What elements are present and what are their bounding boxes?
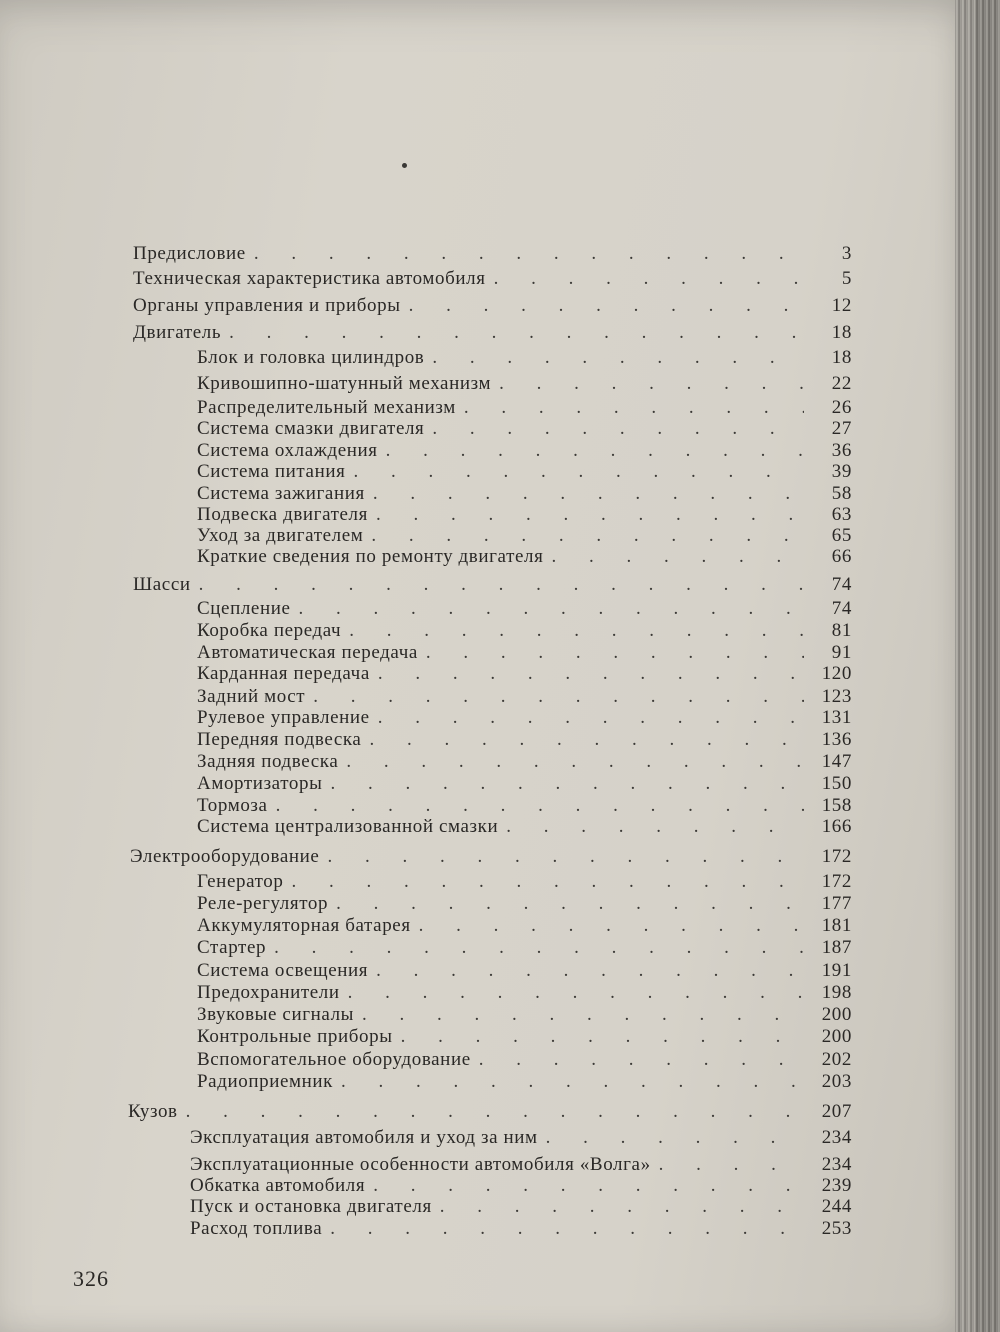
toc-entry-page: 3 — [841, 243, 852, 264]
toc-entry-title: Стартер — [197, 937, 267, 958]
dot-leader — [341, 1071, 804, 1093]
dot-leader — [369, 729, 804, 751]
toc-row — [197, 1026, 852, 1048]
toc-row — [197, 525, 852, 547]
dot-leader — [373, 483, 804, 505]
toc-entry-page: 234 — [821, 1154, 852, 1175]
toc-entry-title: Эксплуатационные особенности автомобиля «Волга» — [190, 1154, 651, 1175]
toc-entry-page: 27 — [831, 418, 852, 439]
toc-row — [197, 642, 852, 664]
toc-entry-title: Эксплуатация автомобиля и уход за ним — [190, 1127, 538, 1148]
toc-entry-page: 202 — [821, 1049, 852, 1070]
toc-row — [190, 1175, 852, 1197]
toc-entry-page: 198 — [821, 982, 852, 1003]
toc-entry-title: Вспомогательное оборудование — [197, 1049, 471, 1070]
toc-entry-title: Карданная передача — [197, 663, 370, 684]
toc-row — [128, 1101, 852, 1123]
toc-entry-title: Расход топлива — [190, 1218, 323, 1239]
toc-row — [197, 440, 852, 462]
toc-row — [197, 915, 852, 937]
toc-entry-page: 91 — [831, 642, 852, 663]
dot-leader — [419, 915, 804, 937]
dot-leader — [432, 347, 804, 369]
toc-entry-page: 177 — [821, 893, 852, 914]
dot-leader — [546, 1127, 804, 1149]
dot-leader — [479, 1049, 804, 1071]
dot-leader — [499, 373, 804, 395]
toc-row — [197, 937, 852, 959]
toc-row — [197, 707, 852, 729]
toc-row — [197, 751, 852, 773]
toc-row — [197, 546, 852, 568]
toc-entry-page: 74 — [831, 574, 852, 595]
toc-entry-page: 158 — [821, 795, 852, 816]
toc-entry-page: 81 — [831, 620, 852, 641]
dot-leader — [327, 846, 804, 868]
toc-entry-title: Система смазки двигателя — [197, 418, 425, 439]
toc-entry-page: 58 — [831, 483, 852, 504]
toc-entry-title: Распределительный механизм — [197, 397, 456, 418]
toc-entry-page: 150 — [821, 773, 852, 794]
toc-entry-title: Передняя подвеска — [197, 729, 362, 750]
toc-entry-title: Кузов — [128, 1101, 178, 1122]
toc-entry-title: Предисловие — [133, 243, 246, 264]
dot-leader — [330, 773, 804, 795]
dot-leader — [362, 1004, 804, 1026]
dot-leader — [386, 440, 804, 462]
toc-entry-title: Система освещения — [197, 960, 369, 981]
toc-row — [197, 504, 852, 526]
toc-entry-title: Система питания — [197, 461, 346, 482]
toc-entry-page: 63 — [831, 504, 852, 525]
dot-leader — [276, 795, 804, 817]
toc-row — [197, 686, 852, 708]
toc-row — [133, 243, 852, 265]
toc-row — [197, 816, 852, 838]
dot-leader — [440, 1196, 804, 1218]
toc-entry-page: 147 — [821, 751, 852, 772]
toc-entry-title: Коробка передач — [197, 620, 342, 641]
toc-entry-page: 234 — [821, 1127, 852, 1148]
toc-row — [133, 295, 852, 317]
toc-row — [133, 268, 852, 290]
toc-entry-title: Звуковые сигналы — [197, 1004, 355, 1025]
toc-entry-page: 172 — [821, 871, 852, 892]
toc-entry-title: Контрольные приборы — [197, 1026, 393, 1047]
toc-entry-title: Система централизованной смазки — [197, 816, 499, 837]
dot-leader — [376, 960, 804, 982]
dot-leader — [274, 937, 804, 959]
toc-entry-title: Пуск и остановка двигателя — [190, 1196, 432, 1217]
toc-row — [190, 1154, 852, 1176]
toc-entry-title: Предохранители — [197, 982, 340, 1003]
toc-entry-title: Краткие сведения по ремонту двигателя — [197, 546, 544, 567]
dot-leader — [229, 322, 804, 344]
dot-leader — [551, 546, 804, 568]
toc-row — [197, 598, 852, 620]
toc-row — [190, 1127, 852, 1149]
toc-entry-page: 253 — [821, 1218, 852, 1239]
dot-leader — [378, 663, 804, 685]
dot-leader — [199, 574, 804, 596]
toc-row — [197, 373, 852, 395]
toc-entry-page: 66 — [831, 546, 852, 567]
toc-entry-page: 39 — [831, 461, 852, 482]
toc-row — [197, 663, 852, 685]
toc-entry-title: Шасси — [133, 574, 191, 595]
toc-row — [197, 347, 852, 369]
toc-row — [197, 982, 852, 1004]
dot-leader — [330, 1218, 804, 1240]
toc-entry-title: Кривошипно-шатунный механизм — [197, 373, 492, 394]
dot-leader — [426, 642, 804, 664]
toc-row — [197, 893, 852, 915]
dot-leader — [313, 686, 804, 708]
toc-entry-title: Реле-регулятор — [197, 893, 329, 914]
dot-leader — [494, 268, 804, 290]
toc-entry-page: 18 — [831, 347, 852, 368]
toc-entry-title: Система охлаждения — [197, 440, 378, 461]
toc-entry-title: Органы управления и приборы — [133, 295, 401, 316]
toc-row — [133, 574, 852, 596]
dot-leader — [353, 461, 804, 483]
toc-entry-page: 181 — [821, 915, 852, 936]
toc-entry-page: 120 — [821, 663, 852, 684]
toc-entry-page: 200 — [821, 1026, 852, 1047]
toc-row — [197, 1071, 852, 1093]
toc-row — [197, 871, 852, 893]
toc-entry-title: Сцепление — [197, 598, 291, 619]
dot-leader — [659, 1154, 804, 1176]
toc-entry-page: 26 — [831, 397, 852, 418]
dot-leader — [349, 620, 804, 642]
toc-row — [197, 397, 852, 419]
page-number: 326 — [73, 1266, 109, 1291]
dot-leader — [299, 598, 804, 620]
toc-entry-title: Генератор — [197, 871, 284, 892]
toc-entry-page: 244 — [821, 1196, 852, 1217]
dot-leader — [376, 504, 804, 526]
dot-leader — [336, 893, 804, 915]
toc-entry-title: Радиоприемник — [197, 1071, 333, 1092]
dot-leader — [346, 751, 804, 773]
toc-entry-title: Система зажигания — [197, 483, 365, 504]
toc-row — [197, 418, 852, 440]
toc-entry-title: Рулевое управление — [197, 707, 370, 728]
toc-entry-page: 74 — [831, 598, 852, 619]
toc-entry-page: 65 — [831, 525, 852, 546]
toc-entry-title: Аккумуляторная батарея — [197, 915, 411, 936]
toc-entry-title: Амортизаторы — [197, 773, 323, 794]
toc-row — [197, 773, 852, 795]
toc-entry-title: Техническая характеристика автомобиля — [133, 268, 486, 289]
toc-entry-page: 239 — [821, 1175, 852, 1196]
toc-row — [197, 1049, 852, 1071]
toc-entry-title: Уход за двигателем — [197, 525, 364, 546]
toc-entry-page: 166 — [821, 816, 852, 837]
toc-entry-page: 18 — [831, 322, 852, 343]
toc-row — [197, 729, 852, 751]
toc-entry-page: 207 — [821, 1101, 852, 1122]
toc-row — [197, 1004, 852, 1026]
toc-row — [190, 1218, 852, 1240]
dot-leader — [186, 1101, 804, 1123]
dot-leader — [291, 871, 804, 893]
toc-entry-title: Электрооборудование — [130, 846, 320, 867]
toc-entry-page: 131 — [821, 707, 852, 728]
book-page-edges — [955, 0, 1000, 1332]
toc-entry-title: Задняя подвеска — [197, 751, 339, 772]
toc-row — [190, 1196, 852, 1218]
toc-row — [197, 795, 852, 817]
toc-entry-page: 200 — [821, 1004, 852, 1025]
dot-leader — [401, 1026, 804, 1048]
dot-leader — [373, 1175, 804, 1197]
dot-leader — [254, 243, 804, 265]
toc-entry-title: Подвеска двигателя — [197, 504, 368, 525]
dot-leader — [371, 525, 804, 547]
toc-entry-title: Блок и головка цилиндров — [197, 347, 425, 368]
toc-entry-page: 191 — [821, 960, 852, 981]
dot-leader — [378, 707, 804, 729]
toc-row — [197, 620, 852, 642]
toc-entry-page: 5 — [841, 268, 852, 289]
toc-entry-title: Двигатель — [133, 322, 222, 343]
dot-leader — [506, 816, 804, 838]
toc-entry-page: 12 — [831, 295, 852, 316]
toc-entry-page: 36 — [831, 440, 852, 461]
dot-leader — [348, 982, 804, 1004]
toc-entry-page: 187 — [821, 937, 852, 958]
toc-entry-title: Тормоза — [197, 795, 268, 816]
toc-row — [130, 846, 852, 868]
toc-entry-page: 172 — [821, 846, 852, 867]
dot-leader — [409, 295, 804, 317]
toc-row — [197, 461, 852, 483]
dot-leader — [464, 397, 804, 419]
toc-row — [197, 483, 852, 505]
toc-entry-page: 203 — [821, 1071, 852, 1092]
toc-row — [197, 960, 852, 982]
toc-entry-page: 123 — [821, 686, 852, 707]
dot-leader — [432, 418, 804, 440]
toc-entry-page: 136 — [821, 729, 852, 750]
toc-entry-title: Задний мост — [197, 686, 306, 707]
toc-row — [133, 322, 852, 344]
toc-entry-page: 22 — [831, 373, 852, 394]
toc-entry-title: Обкатка автомобиля — [190, 1175, 366, 1196]
toc-entry-title: Автоматическая передача — [197, 642, 418, 663]
